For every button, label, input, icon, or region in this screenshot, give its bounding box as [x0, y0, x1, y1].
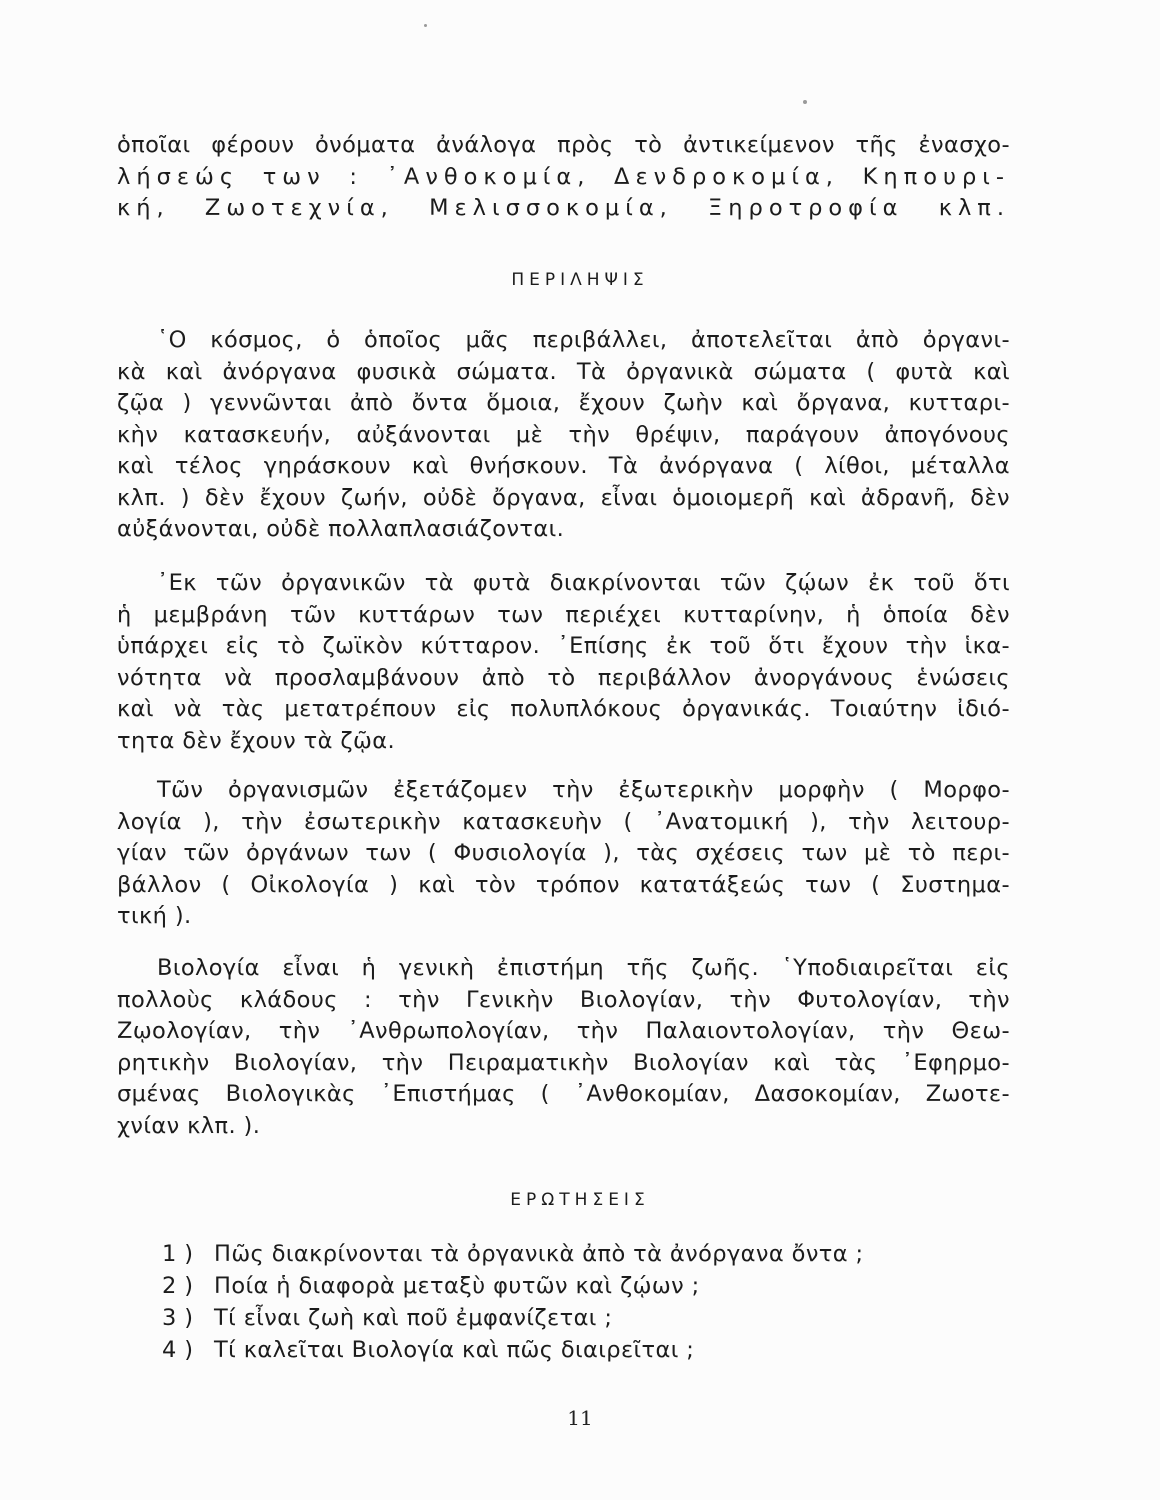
- paragraph-line: τητα δὲν ἔχουν τὰ ζῷα.: [117, 727, 396, 754]
- question-number: 3 ): [162, 1305, 194, 1331]
- question-item: [162, 1238, 1002, 1270]
- question-number: 2 ): [162, 1273, 194, 1299]
- scan-speck: [803, 100, 807, 104]
- paragraph-line: ἡ μεμβράνη τῶν κυττάρων των περιέχει κυτταρίνην, ἡ ὁποία δὲν: [117, 601, 1010, 628]
- paragraph-line: Βιολογία εἶναι ἡ γενικὴ ἐπιστήμη τῆς ζωῆς. ῾Υποδιαιρεῖται εἰς: [157, 955, 1010, 981]
- intro-line: λήσεώς των : ᾿Ανθοκομία, Δενδροκομία, Κηπουρι-: [117, 163, 1010, 190]
- question-text: Πῶς διακρίνονται τὰ ὀργανικὰ ἀπὸ τὰ ἀνόργανα ὄντα ;: [214, 1241, 864, 1267]
- question-item: [162, 1270, 1002, 1302]
- paragraph-line: χνίαν κλπ. ).: [117, 1112, 261, 1139]
- scan-speck: [424, 24, 427, 27]
- question-text: Ποία ἡ διαφορὰ μεταξὺ φυτῶν καὶ ζῴων ;: [214, 1273, 700, 1299]
- paragraph-1: [117, 325, 1010, 546]
- paragraph-line: ῾Ο κόσμος, ὁ ὁποῖος μᾶς περιβάλλει, ἀποτελεῖται ἀπὸ ὀργανι-: [157, 327, 1010, 353]
- intro-text: [117, 130, 1010, 225]
- paragraph-line: κλπ. ) δὲν ἔχουν ζωήν, οὐδὲ ὄργανα, εἶναι ὁμοιομερῆ καὶ ἀδρανῆ, δὲν: [117, 484, 1010, 511]
- intro-line: ὁποῖαι φέρουν ὀνόματα ἀνάλογα πρὸς τὸ ἀντικείμενον τῆς ἐνασχο-: [117, 132, 1010, 158]
- page-number: 11: [567, 1406, 593, 1430]
- summary-heading: ΠΕΡΙΛΗΨΙΣ: [511, 270, 649, 290]
- paragraph-line: λογία ), τὴν ἐσωτερικὴν κατασκευὴν ( ᾿Ανατομική ), τὴν λειτουρ-: [117, 808, 1010, 835]
- question-text: Τί εἶναι ζωὴ καὶ ποῦ ἐμφανίζεται ;: [214, 1305, 613, 1331]
- paragraph-line: Ζῳολογίαν, τὴν ᾿Ανθρωπολογίαν, τὴν Παλαιοντολογίαν, τὴν Θεω-: [117, 1018, 1010, 1044]
- paragraph-line: ᾿Εκ τῶν ὀργανικῶν τὰ φυτὰ διακρίνονται τῶν ζῴων ἐκ τοῦ ὅτι: [157, 570, 1010, 596]
- paragraph-line: κὰ καὶ ἀνόργανα φυσικὰ σώματα. Τὰ ὀργανικὰ σώματα ( φυτὰ καὶ: [117, 358, 1010, 385]
- paragraph-line: αὐξάνονται, οὐδὲ πολλαπλασιάζονται.: [117, 516, 565, 542]
- paragraph-line: πολλοὺς κλάδους : τὴν Γενικὴν Βιολογίαν, τὴν Φυτολογίαν, τὴν: [117, 986, 1010, 1013]
- paragraph-line: νότητα νὰ προσλαμβάνουν ἀπὸ τὸ περιβάλλον ἀνοργάνους ἑνώσεις: [117, 664, 1010, 691]
- paragraph-line: ὑπάρχει εἰς τὸ ζωϊκὸν κύτταρον. ᾿Επίσης ἐκ τοῦ ὅτι ἔχουν τὴν ἱκα-: [117, 633, 1010, 659]
- intro-line: κή, Ζωοτεχνία, Μελισσοκομία, Ξηροτροφία κλπ.: [117, 195, 1010, 221]
- paragraph-line: ζῷα ) γεννῶνται ἀπὸ ὄντα ὅμοια, ἔχουν ζωὴν καὶ ὄργανα, κυτταρι-: [117, 390, 1010, 416]
- question-item: [162, 1302, 1002, 1334]
- paragraph-4: [117, 953, 1010, 1142]
- paragraph-line: Τῶν ὀργανισμῶν ἐξετάζομεν τὴν ἐξωτερικὴν μορφὴν ( Μορφο-: [157, 777, 1010, 803]
- paragraph-line: γίαν τῶν ὀργάνων των ( Φυσιολογία ), τὰς σχέσεις των μὲ τὸ περι-: [117, 840, 1010, 866]
- question-item: [162, 1334, 1002, 1366]
- questions-list: [162, 1238, 1002, 1366]
- questions-heading: ΕΡΩΤΗΣΕΙΣ: [510, 1190, 650, 1210]
- paragraph-line: τική ).: [117, 903, 192, 929]
- paragraph-2: [117, 568, 1010, 757]
- paragraph-line: κὴν κατασκευήν, αὐξάνονται μὲ τὴν θρέψιν, παράγουν ἀπογόνους: [117, 421, 1010, 448]
- paragraph-line: καὶ νὰ τὰς μετατρέπουν εἰς πολυπλόκους ὀργανικάς. Τοιαύτην ἰδιό-: [117, 696, 1010, 722]
- paragraph-line: βάλλον ( Οἰκολογία ) καὶ τὸν τρόπον κατατάξεώς των ( Συστημα-: [117, 871, 1010, 898]
- paragraph-line: σμένας Βιολογικὰς ᾿Επιστήμας ( ᾿Ανθοκομίαν, Δασοκομίαν, Ζωοτε-: [117, 1081, 1010, 1107]
- question-number: 1 ): [162, 1241, 194, 1267]
- paragraph-line: καὶ τέλος γηράσκουν καὶ θνήσκουν. Τὰ ἀνόργανα ( λίθοι, μέταλλα: [117, 453, 1010, 479]
- question-number: 4 ): [162, 1337, 194, 1363]
- paragraph-line: ρητικὴν Βιολογίαν, τὴν Πειραματικὴν Βιολογίαν καὶ τὰς ᾿Εφηρμο-: [117, 1049, 1010, 1076]
- paragraph-3: [117, 775, 1010, 933]
- question-text: Τί καλεῖται Βιολογία καὶ πῶς διαιρεῖται ;: [214, 1337, 695, 1363]
